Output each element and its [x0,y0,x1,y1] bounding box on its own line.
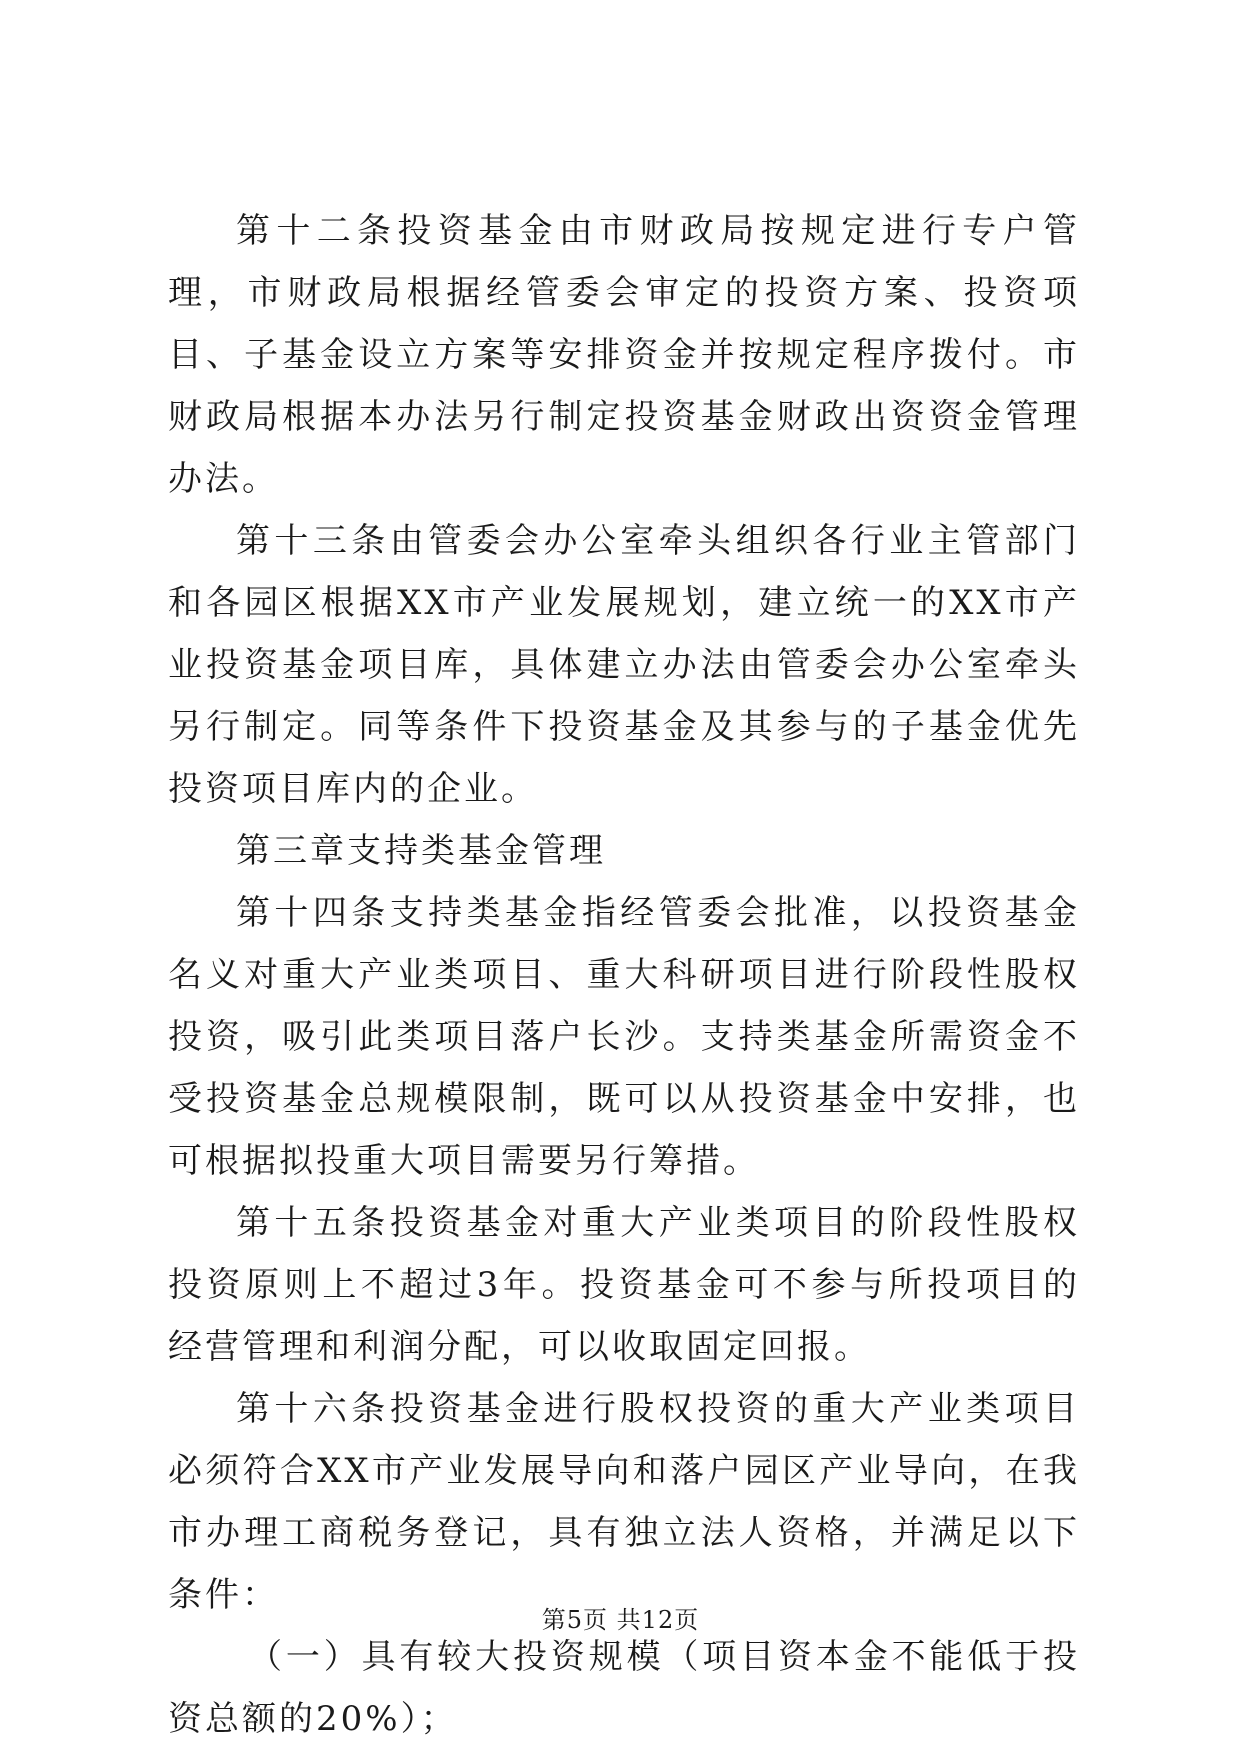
condition-item-1: （一）具有较大投资规模（项目资本金不能低于投资总额的20%）； [168,1637,1080,1739]
page-number-text: 第5页 共12页 [541,1606,700,1634]
article-15-paragraph: 第十五条投资基金对重大产业类项目的阶段性股权投资原则上不超过3年。投资基金可不参与所投项目的经营管理和利润分配，可以收取固定回报。 [168,1203,1080,1367]
document-body [168,200,1080,1750]
article-16-paragraph: 第十六条投资基金进行股权投资的重大产业类项目必须符合XX市产业发展导向和落户园区产业导向，在我市办理工商税务登记，具有独立法人资格，并满足以下条件： [168,1389,1080,1615]
article-13-paragraph: 第十三条由管委会办公室牵头组织各行业主管部门和各园区根据XX市产业发展规划，建立统一的XX市产业投资基金项目库，具体建立办法由管委会办公室牵头另行制定。同等条件下投资基金及其参与的子基金优先投资项目库内的企业。 [168,521,1080,809]
article-14-paragraph: 第十四条支持类基金指经管委会批准，以投资基金名义对重大产业类项目、重大科研项目进行阶段性股权投资，吸引此类项目落户长沙。支持类基金所需资金不受投资基金总规模限制，既可以从投资基金中安排，也可根据拟投重大项目需要另行筹措。 [168,893,1080,1181]
article-12-paragraph: 第十二条投资基金由市财政局按规定进行专户管理，市财政局根据经管委会审定的投资方案、投资项目、子基金设立方案等安排资金并按规定程序拨付。市财政局根据本办法另行制定投资基金财政出资资金管理办法。 [168,211,1080,499]
page-footer [0,1600,1241,1635]
chapter-3-heading: 第三章支持类基金管理 [236,831,606,871]
